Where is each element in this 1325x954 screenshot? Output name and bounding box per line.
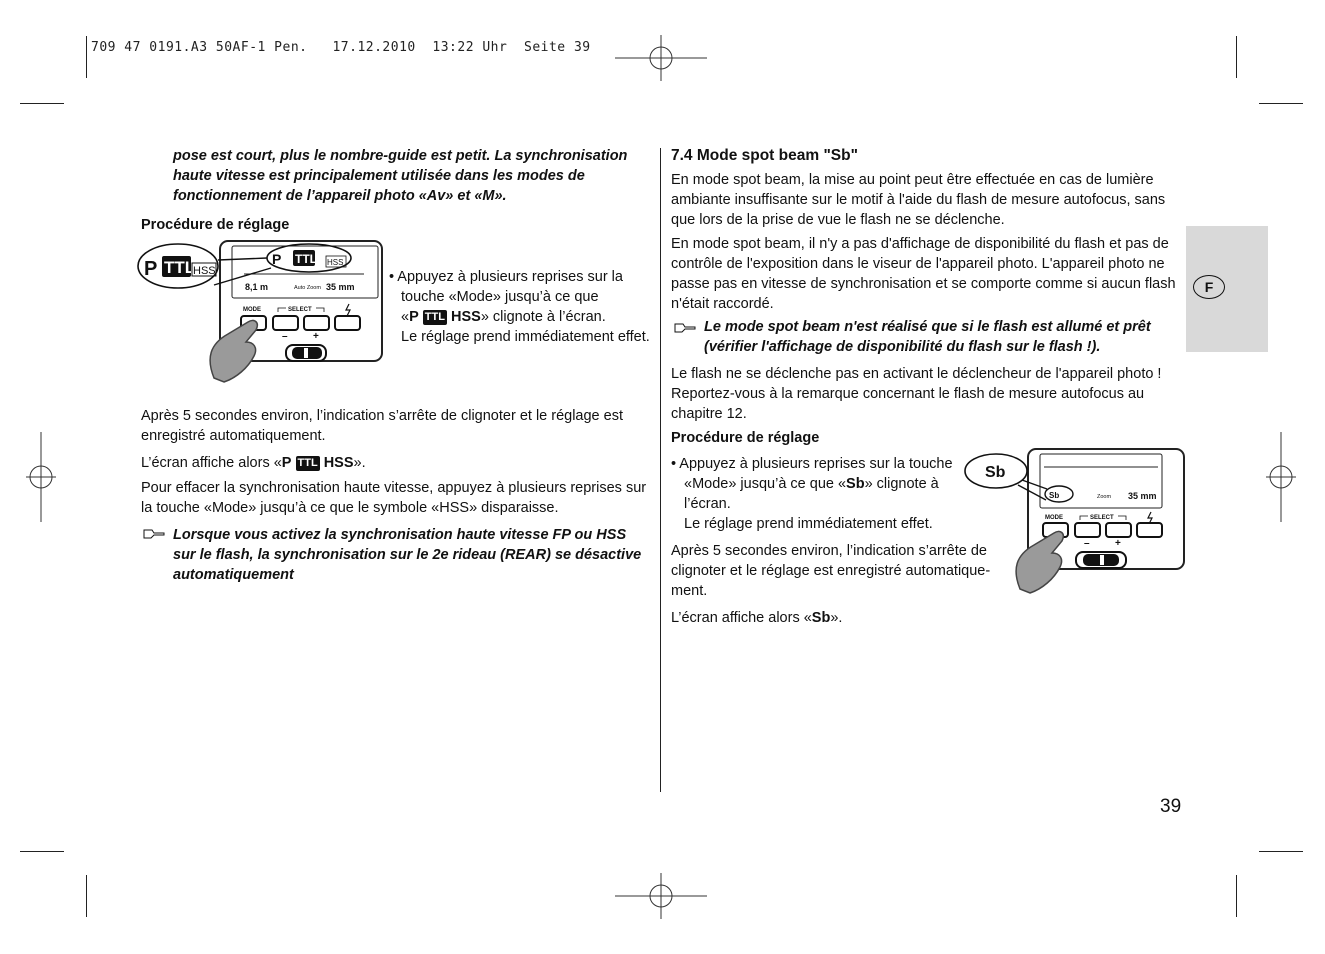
flash-unit-diagram-hss	[136, 238, 388, 384]
lcd-zoom-label: Zoom	[1097, 494, 1112, 500]
screen-display-right: L’écran affiche alors «Sb».	[671, 610, 843, 626]
para-3: Le flash ne se déclenche pas en activant le déclencheur de l'appareil photo ! Reportez-vous à la remarque concernant le flash de mesure autofocus au chapitre 12.	[671, 366, 1162, 422]
plus-label: +	[313, 331, 319, 342]
minus-label: –	[282, 331, 288, 342]
pointing-hand-icon	[673, 320, 697, 334]
crop-mark	[1236, 875, 1237, 917]
callout-sb: Sb	[985, 464, 1006, 481]
bullet-line-2: touche «Mode» jusqu’à ce que	[401, 289, 599, 305]
lcd-hss: HSS	[327, 258, 344, 267]
bullet-right-effect: Le réglage prend immédiatement effet.	[684, 516, 933, 532]
column-divider	[660, 148, 661, 792]
para-2: En mode spot beam, il n'y a pas d'affichage de disponibilité du flash et pas de contrôle de l'exposition dans le viseur de l'appareil photo. L'appareil photo ne passe pas en vitesse de synchronisation et se comporte comme si aucun flash n'était raccordé.	[671, 236, 1176, 312]
note-left: Lorsque vous activez la synchronisation haute vitesse FP ou HSS sur le flash, la synchronisation sur le 2e rideau (REAR) se désactive automatiquement	[173, 527, 642, 583]
after-text-left: Après 5 secondes environ, l’indication s’arrête de clignoter et le réglage est enregistré automatiquement.	[141, 408, 623, 444]
page-number: 39	[1160, 796, 1182, 817]
crop-mark	[1236, 36, 1237, 78]
callout-p: P	[144, 258, 158, 280]
bullet-line-3: «P TTL HSS» clignote à l’écran.	[401, 309, 606, 325]
crop-mark	[1259, 103, 1303, 104]
select-label: SELECT	[288, 307, 312, 313]
bullet-right: • Appuyez à plusieurs reprises sur la touche «Mode» jusqu’à ce que «Sb» clignote à l’écran.	[671, 456, 953, 512]
procedure-heading-left: Procédure de réglage	[141, 217, 290, 233]
flash-unit-diagram-sb	[962, 445, 1188, 595]
language-tab-letter: F	[1193, 275, 1225, 299]
minus-label: –	[1084, 538, 1090, 549]
ttl-icon: TTL	[424, 311, 445, 323]
pointing-hand-icon	[142, 526, 166, 540]
section-title: 7.4 Mode spot beam "Sb"	[671, 147, 858, 164]
after-text-right: Après 5 secondes environ, l’indication s’arrête de clignoter et le réglage est enregistré automatique-ment.	[671, 543, 991, 599]
lcd-auto-zoom: Auto Zoom	[294, 285, 321, 291]
plus-label: +	[1115, 538, 1121, 549]
select-label: SELECT	[1090, 515, 1114, 521]
note-right: Le mode spot beam n'est réalisé que si le flash est allumé et prêt (vérifier l'affichage de disponibilité du flash sur le flash !).	[704, 319, 1151, 355]
bullet-block-right	[671, 454, 961, 534]
lcd-zoom-value: 35 mm	[326, 282, 355, 292]
crop-mark	[1259, 851, 1303, 852]
ttl-icon: TTL	[297, 457, 318, 469]
screen-display-left: L’écran affiche alors «P TTL HSS».	[141, 455, 366, 471]
erase-text-left: Pour effacer la synchronisation haute vitesse, appuyez à plusieurs reprises sur la touche «Mode» jusqu’à ce que le symbole «HSS» disparaisse.	[141, 480, 647, 516]
procedure-heading-right: Procédure de réglage	[671, 430, 820, 446]
crop-mark	[20, 103, 64, 104]
crop-mark	[20, 851, 64, 852]
lcd-sb: Sb	[1049, 491, 1060, 500]
intro-note: pose est court, plus le nombre-guide est petit. La synchronisation haute vitesse est principalement utilisée dans les modes de fonctionnement de l’appareil photo «Av» et «M».	[173, 148, 628, 204]
lcd-p: P	[272, 251, 282, 267]
lcd-ttl: TTL	[295, 252, 317, 266]
para-1: En mode spot beam, la mise au point peut être effectuée en cas de lumière ambiante insuffisante sur le motif à l'aide du flash de mesure autofocus, sans que lors de la prise de vue le flash ne se déclenche.	[671, 172, 1166, 228]
mode-label: MODE	[243, 307, 261, 313]
callout-hss: HSS	[193, 265, 216, 277]
bullet-block-left	[389, 267, 657, 347]
lcd-range: 8,1 m	[245, 282, 269, 292]
mode-label: MODE	[1045, 515, 1063, 521]
registration-mark	[615, 35, 707, 81]
callout-ttl: TTL	[164, 258, 196, 277]
crop-mark	[86, 875, 87, 917]
registration-mark	[615, 873, 707, 919]
print-job-header: 709 47 0191.A3 50AF-1 Pen. 17.12.2010 13:22 Uhr Seite 39	[91, 40, 591, 55]
lcd-zoom-value: 35 mm	[1128, 491, 1157, 501]
registration-mark	[26, 432, 56, 522]
bullet-line-1: • Appuyez à plusieurs reprises sur la	[389, 269, 623, 285]
registration-mark	[1266, 432, 1296, 522]
bullet-line-4: Le réglage prend immédiatement effet.	[401, 329, 650, 345]
crop-mark	[86, 36, 87, 78]
